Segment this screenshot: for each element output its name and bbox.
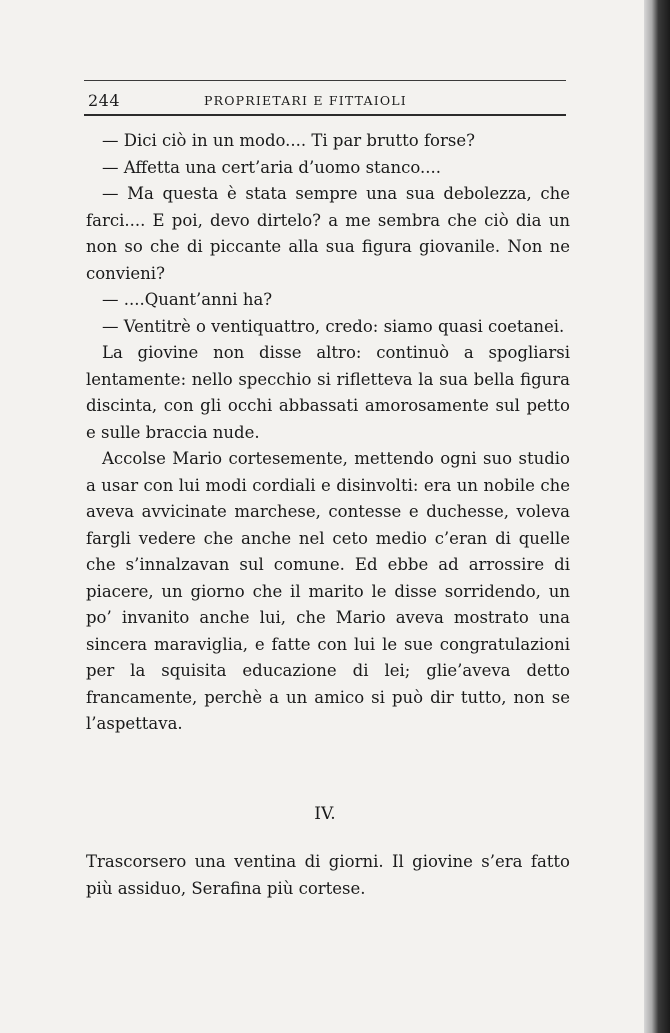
paragraph: — Affetta una cert’aria d’uomo stanco.... [102,157,442,177]
body-text [86,128,570,738]
header-rule-bottom [84,114,566,116]
paragraph: — Ventitrè o ventiquattro, credo: siamo quasi coetanei. [102,316,565,336]
paragraph: Trascorsero una ventina di giorni. Il giovine s’era fatto più assiduo, Serafina più cortese. [86,852,570,898]
paragraph: La giovine non disse altro: continuò a spogliarsi lentamente: nello specchio si rifletteva la sua bella figura discinta, con gli occhi abbassati amorosamente sul petto e sulle braccia nude. [86,343,570,442]
section-body [86,849,570,902]
paragraph: — Dici ciò in un modo.... Ti par brutto forse? [102,131,475,150]
page-number: 244 [88,91,121,110]
header-rule-top [84,80,566,81]
book-spine-shadow [644,0,670,1033]
paragraph: — ....Quant’anni ha? [102,290,273,309]
running-title: PROPRIETARI E FITTAIOLI [204,93,407,108]
running-head [84,88,566,112]
section-heading: IV. [314,804,336,824]
paragraph: — Ma questa è stata sempre una sua debolezza, che farci.... E poi, devo dirtelo? a me sembra che ciò dia un non so che di piccante alla sua figura giovanile. Non ne convieni? [86,184,570,283]
paragraph: Accolse Mario cortesemente, mettendo ogni suo studio a usar con lui modi cordiali e disinvolti: era un nobile che aveva avvicinate marchese, contesse e duchesse, voleva fargli vedere che anche nel ceto medio c’eran di quelle che s’innalzavan sul comune. Ed ebbe ad arrossire di piacere, un giorno che il marito le disse sorridendo, un po’ invanito anche lui, che Mario aveva mostrato una sincera maraviglia, e fatte con lui le sue congratulazioni per la squisita educazione di lei; glie’aveva detto francamente, perchè a un amico si può dir tutto, non se l’aspettava. [86,449,570,733]
